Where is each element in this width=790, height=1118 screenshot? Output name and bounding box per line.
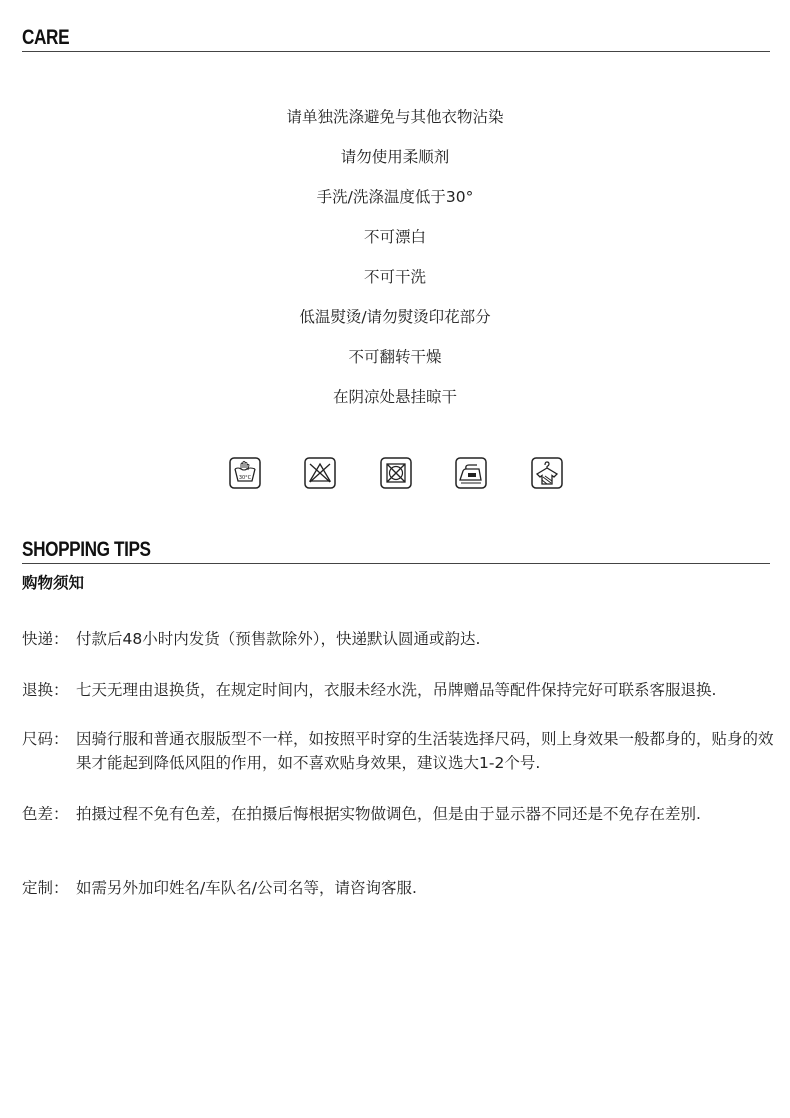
tip-sizing [22,727,774,775]
care-instruction: 在阴凉处悬挂晾干 [332,388,457,406]
tip-shipping [22,627,774,651]
low-iron-icon [455,457,487,489]
tip-color-difference [22,802,774,826]
care-instruction: 不可翻转干燥 [348,348,442,366]
tip-text: 拍摄过程不免有色差，在拍摄后悔根据实物做调色，但是由于显示器不同还是不免存在差别. [76,805,701,823]
tip-customization [22,876,774,900]
care-instruction: 请单独洗涤避免与其他衣物沾染 [286,108,504,126]
shopping-tips-title: SHOPPING TIPS [22,538,151,561]
care-instructions-list [0,106,790,426]
care-instruction: 低温熨烫/请勿熨烫印花部分 [299,308,491,326]
care-section-header [22,27,770,52]
care-icons-row [229,457,563,491]
tip-text: 付款后48小时内发货（预售款除外），快递默认圆通或韵达. [76,630,481,648]
tip-label: 定制： [22,879,69,897]
tip-returns [22,678,774,702]
tip-label: 尺码： [22,730,69,748]
no-bleach-icon [304,457,336,489]
shopping-tips-section-header [22,539,770,564]
tip-label: 快递： [22,630,69,648]
tip-text: 七天无理由退换货，在规定时间内，衣服未经水洗，吊牌赠品等配件保持完好可联系客服退换. [76,681,717,699]
hand-wash-30-icon [229,457,261,489]
tip-label: 色差： [22,805,69,823]
hang-dry-shade-icon [531,457,563,489]
care-instruction: 不可干洗 [363,268,426,286]
tip-text: 如需另外加印姓名/车队名/公司名等，请咨询客服. [76,879,417,897]
care-instruction: 不可漂白 [363,228,426,246]
care-title: CARE [22,26,70,49]
wash-temperature-label: 30°C [238,475,252,481]
tip-label: 退换： [22,681,69,699]
no-tumble-dry-icon [380,457,412,489]
care-instruction: 请勿使用柔顺剂 [340,148,450,166]
tip-text: 因骑行服和普通衣服版型不一样，如按照平时穿的生活装选择尺码，则上身效果一般都身的，贴身的效果才能起到降低风阻的作用，如不喜欢贴身效果，建议选大1-2个号. [76,730,774,772]
shopping-tips-subtitle: 购物须知 [22,574,85,592]
care-instruction: 手洗/洗涤温度低于30° [316,188,474,206]
